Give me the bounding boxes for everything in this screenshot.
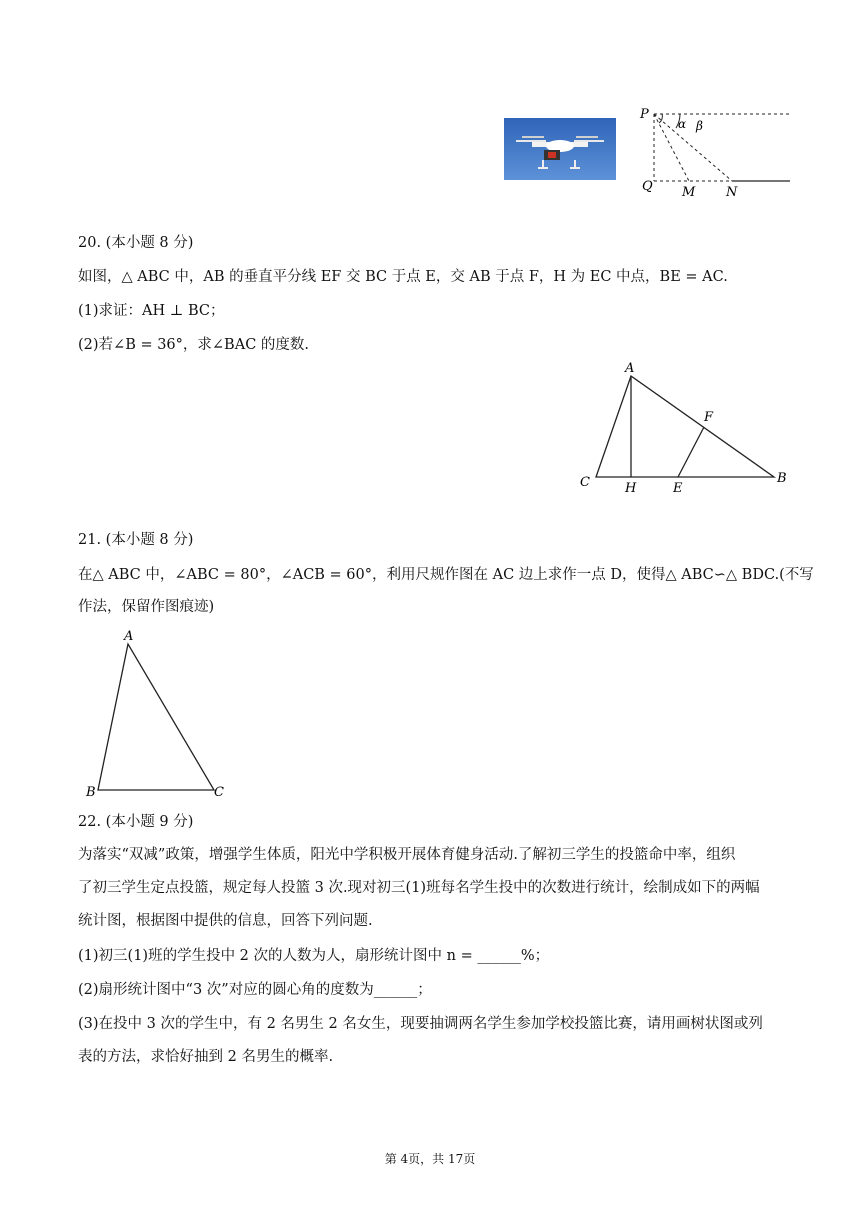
- label-P: P: [640, 107, 649, 122]
- label-beta: β: [696, 119, 703, 133]
- label-Q: Q: [642, 179, 653, 194]
- q21-header: 21. (本小题 8 分): [78, 532, 194, 548]
- label-H: H: [625, 481, 637, 496]
- q22-part3-line2: 表的方法，求恰好抽到 2 名男生的概率.: [78, 1049, 334, 1065]
- q22-part3-line1: (3)在投中 3 次的学生中，有 2 名男生 2 名女生，现要抽调两名学生参加学校投篮比赛，请用画树状图或列: [78, 1016, 763, 1032]
- q22-stem-line3: 统计图，根据图中提供的信息，回答下列问题.: [78, 913, 373, 929]
- label-A: A: [625, 361, 635, 376]
- q21-stem-line2: 作法，保留作图痕迹): [78, 599, 215, 615]
- label-A: A: [124, 629, 134, 644]
- q21-triangle-figure: [84, 626, 234, 802]
- label-C: C: [580, 475, 590, 490]
- label-B: B: [86, 785, 96, 800]
- q22-part2: (2)扇形统计图中“3 次”对应的圆心角的度数为______；: [78, 982, 432, 998]
- angle-of-depression-figure: [632, 104, 796, 202]
- label-F: F: [704, 410, 714, 425]
- q22-stem-line2: 了初三学生定点投篮，规定每人投篮 3 次.现对初三(1)班每名学生投中的次数进行统计，绘制成如下的两幅: [78, 880, 760, 896]
- q20-header: 20. (本小题 8 分): [78, 235, 194, 251]
- q20-part2: (2)若∠B = 36°，求∠BAC 的度数.: [78, 337, 310, 353]
- drone-photo: [504, 118, 616, 180]
- label-alpha: α: [678, 117, 687, 131]
- q20-part1: (1)求证：AH ⊥ BC；: [78, 303, 225, 319]
- q22-part1: (1)初三(1)班的学生投中 2 次的人数为人，扇形统计图中 n = ______%；: [78, 948, 550, 964]
- label-N: N: [726, 185, 738, 200]
- label-B: B: [777, 471, 787, 486]
- q22-header: 22. (本小题 9 分): [78, 814, 194, 830]
- label-E: E: [673, 481, 683, 496]
- label-C: C: [214, 785, 224, 800]
- q20-triangle-figure: [574, 356, 794, 496]
- q22-stem-line1: 为落实“双减”政策，增强学生体质，阳光中学积极开展体育健身活动.了解初三学生的投篮命中率，组织: [78, 847, 736, 863]
- label-M: M: [682, 185, 696, 200]
- q21-stem-line1: 在△ ABC 中，∠ABC = 80°，∠ACB = 60°，利用尺规作图在 AC 边上求作一点 D，使得△ ABC∽△ BDC.(不写: [78, 567, 814, 583]
- q20-stem: 如图，△ ABC 中，AB 的垂直平分线 EF 交 BC 于点 E，交 AB 于点 F，H 为 EC 中点，BE = AC.: [78, 269, 728, 285]
- page-footer: 第 4页，共 17页: [384, 1152, 476, 1166]
